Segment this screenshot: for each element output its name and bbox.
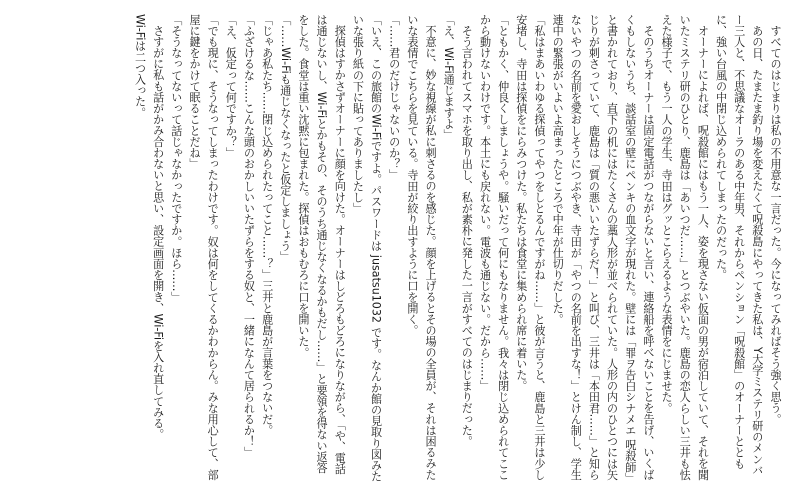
dialogue-line: 「私はまあいわゆる探偵ってやつをしとるんですがね……」と彼が言うと、鹿島と三井は少し安堵し、寺田は探偵をにらみつけた。私たちは食堂に集められ席に着いた。 [514,14,546,481]
dialogue-line: 「そうなってないって話じゃなかったですか。ほら……」 [169,14,183,303]
paragraph: そう言われてスマホを取り出し、私が素朴に発した一言がすべてのはじまりだった。 [460,25,474,447]
paragraph: 不意に、妙な視線が私に刺さるのを感じた。顔を上げるとその場の全員が、それは困るみたいな表情でこちらを見ている。寺田が絞り出すように口を開く。 [405,14,438,481]
dialogue-line: 「ともかく、仲良くしましょうや。騒いだって何にもなりません。我々は閉じ込められてここから動けないわけです。本土にも戻れない。電波も通じない。だから……」 [478,14,510,481]
paragraph: さすがに私も話がかみ合わないと思い、設定画面を開き、Wi-Fiを入れ直してみる。 [151,25,165,441]
paragraph: すべてのはじまりは私の不用意な一言だった。今になってみればそう強く思う。 [769,25,782,425]
dialogue-line: 「ふざけるな……こんな頭のおかしいいたずらをする奴と、一緒になんて居られるか！」 [242,14,256,458]
dialogue-line: 「じゃあ私たち……閉じ込められたってこと……？」三井と鹿島が言葉をつないだ。 [260,14,274,436]
paragraph: Wi-Fiは二つ入った。 [133,14,147,119]
paragraph: オーナーによれば、呪殺館にはもう一人、姿を現さない仮面の男が宿泊していて、それを聞いたミステリ研のひとり、鹿島は「あいつだ……」とつぶやいた。鹿島の恋人らしい三井も怯えた様子で、もう一人の学生、寺田はグッとこらえるような表情をにじませた。 [660,14,710,481]
dialogue-line: 「いえ、この旅館のWi-Fiですよ。パスワードは jusatsu1032 です。なんか館の見取り図みたいな張り紙の下に貼ってありましたし」 [351,14,383,482]
dialogue-line: 「……Wi-Fiも通じなくなったと仮定しましょう」 [278,14,292,263]
dialogue-line: 「え、Wi-Fi通じますよ」 [442,14,456,141]
paragraph: そのうちオーナーは固定電話がつながらないと言い、連絡船を呼べないことを告げ、いくばくもしないうち、談話室の壁にペンキの血文字が現れた。壁には「罪ヲ告白シナメエ 呪殺師」と書かれており、直下の机にはたくさんの藁人形が並べられていた。人形の内のひとつには矢じりが刺さっていて、鹿島は「質の悪いいたずらだ！」と叫び、三井は「本田君……」と知らないやつの名前を愛おしそうにつぶやき、寺田が「やつの名前を出すな！」とけん制し、学生連中の緊張がいよいよ高まったところで中年が仕切りだした。 [551,14,655,484]
dialogue-line: 「え、仮定って何ですか？」 [224,14,238,159]
dialogue-line: 「でも現に、そうなってしまったわけです。奴は何をしてくるかわからん。みな用心して、部屋に鍵をかけて眠ることだね」 [188,14,220,481]
dialogue-line: 「……君のだけじゃないのか？」 [387,14,401,181]
paragraph: 探偵はすかさずオーナーに顔を向けた。オーナーはしどろもどろになりながら、「や、電話は通じないし、Wi-Fiとかもその、そのうち通じなくなるかもだし……」と要領を得ない返答をした。食堂は重い沈黙に包まれた。探偵はおもむろに口を開いた。 [296,14,347,475]
paragraph: あの日、たまたま釣り場を変えたくて呪殺島にやってきた私は、Y大学ミステリ研のメンバー三人と、不思議なオーラのある中年男、それからペンション「呪殺館」のオーナーとともに、強い台風の中閉じ込められてしまったのだった。 [714,14,764,476]
vertical-text-body [14,14,784,484]
